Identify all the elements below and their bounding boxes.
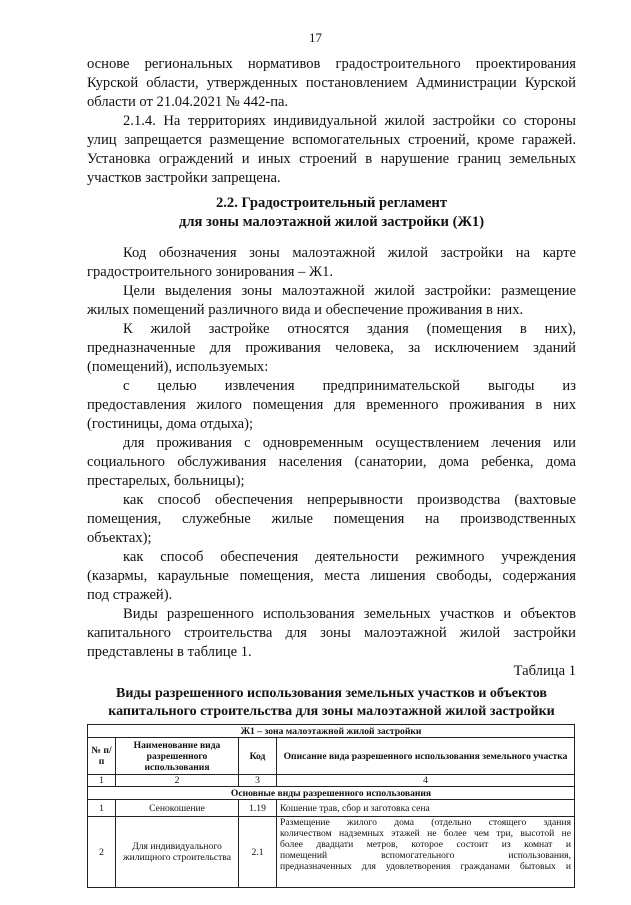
table-title: капитального строительства для зоны малоэтажной жилой застройки <box>108 704 555 719</box>
paragraph-line: 2.1.4. На территориях индивидуальной жилой застройки со стороны <box>123 113 576 129</box>
body-line: (помещений), используемых: <box>87 359 269 375</box>
table-row <box>88 775 575 787</box>
body-line: (казармы, караульные помещения, места лишения свободы, содержания <box>87 568 576 584</box>
body-line: жилых помещений различного вида и обеспечение проживания в них. <box>87 302 524 318</box>
table-label: Таблица 1 <box>513 663 576 679</box>
table-row <box>88 800 575 817</box>
body-line: Цели выделения зоны малоэтажной жилой застройки: размещение <box>123 283 576 299</box>
column-number: 4 <box>277 775 575 787</box>
paragraph-line: области от 21.04.2021 № 442-па. <box>87 94 289 110</box>
section-row: Основные виды разрешенного использования <box>88 787 575 800</box>
paragraph-line: Курской области, утвержденных постановлением Администрации Курской <box>87 75 576 91</box>
column-number: 2 <box>116 775 239 787</box>
description-line: количеством надземных этажей не более чем три, высотой не <box>280 828 571 839</box>
header-cell: Код <box>239 738 277 775</box>
description-line: предназначенных для удовлетворения гражданами бытовых и <box>280 861 571 872</box>
description-line: Размещение жилого дома (отдельно стоящего здания <box>280 817 571 828</box>
column-number: 1 <box>88 775 116 787</box>
paragraph-line: участков застройки запрещена. <box>87 170 281 186</box>
body-line: помещения, служебные жилые помещения на производственных <box>87 511 576 527</box>
body-line: (гостиницы, дома отдыха); <box>87 416 254 432</box>
row-number: 1 <box>88 800 116 817</box>
body-line: представлены в таблице 1. <box>87 644 252 660</box>
zone-header: Ж1 – зона малоэтажной жилой застройки <box>88 725 575 738</box>
page-number: 17 <box>309 30 322 45</box>
body-line: градостроительного зонирования – Ж1. <box>87 264 334 280</box>
body-line: К жилой застройке относятся здания (помещения в них), <box>123 321 576 337</box>
body-line: Виды разрешенного использования земельных участков и объектов <box>123 606 576 622</box>
table-row <box>88 725 575 738</box>
description-line: помещений вспомогательного использования, <box>280 850 571 861</box>
section-heading: для зоны малоэтажной жилой застройки (Ж1) <box>178 214 485 230</box>
use-name: Для индивидуального жилищного строительства <box>116 817 239 888</box>
table-row <box>88 787 575 800</box>
body-line: престарелых, больницы); <box>87 473 245 489</box>
regulations-table <box>87 724 575 888</box>
paragraph-line: основе региональных нормативов градостроительного проектирования <box>87 56 576 72</box>
use-code: 1.19 <box>239 800 277 817</box>
body-line: объектах); <box>87 530 152 546</box>
body-line: с целью извлечения предпринимательской выгоды из <box>123 378 576 394</box>
paragraph-line: улиц запрещается размещение вспомогательных строений, кроме гаражей. <box>87 132 576 148</box>
row-number: 2 <box>88 817 116 888</box>
body-line: как способ обеспечения деятельности режимного учреждения <box>123 549 576 565</box>
body-line: под стражей). <box>87 587 173 603</box>
use-name: Сенокошение <box>116 800 239 817</box>
header-cell: № п/п <box>88 738 116 775</box>
body-line: как способ обеспечения непрерывности производства (вахтовые <box>123 492 576 508</box>
body-line: Код обозначения зоны малоэтажной жилой застройки на карте <box>123 245 576 261</box>
section-heading: 2.2. Градостроительный регламент <box>215 195 447 211</box>
description-line: более двадцати метров, которое состоит из комнат и <box>280 839 571 850</box>
table-row <box>88 817 575 888</box>
column-number: 3 <box>239 775 277 787</box>
body-line: предназначенные для проживания человека, за исключением зданий <box>87 340 576 356</box>
use-description <box>277 817 575 888</box>
body-line: предоставления жилого помещения для временного проживания в них <box>87 397 576 413</box>
table-row <box>88 738 575 775</box>
header-cell: Описание вида разрешенного использования земельного участка <box>277 738 575 775</box>
header-cell: Наименование вида разрешенного использования <box>116 738 239 775</box>
use-code: 2.1 <box>239 817 277 888</box>
body-line: социального обслуживания населения (санатории, дома ребенка, дома <box>87 454 576 470</box>
body-line: капитального строительства для зоны малоэтажной жилой застройки <box>87 625 576 641</box>
table-title: Виды разрешенного использования земельных участков и объектов <box>116 686 547 701</box>
body-line: для проживания с одновременным осуществлением лечения или <box>123 435 576 451</box>
use-description: Кошение трав, сбор и заготовка сена <box>277 800 575 817</box>
paragraph-line: Установка ограждений и иных строений в нарушение границ земельных <box>87 151 576 167</box>
